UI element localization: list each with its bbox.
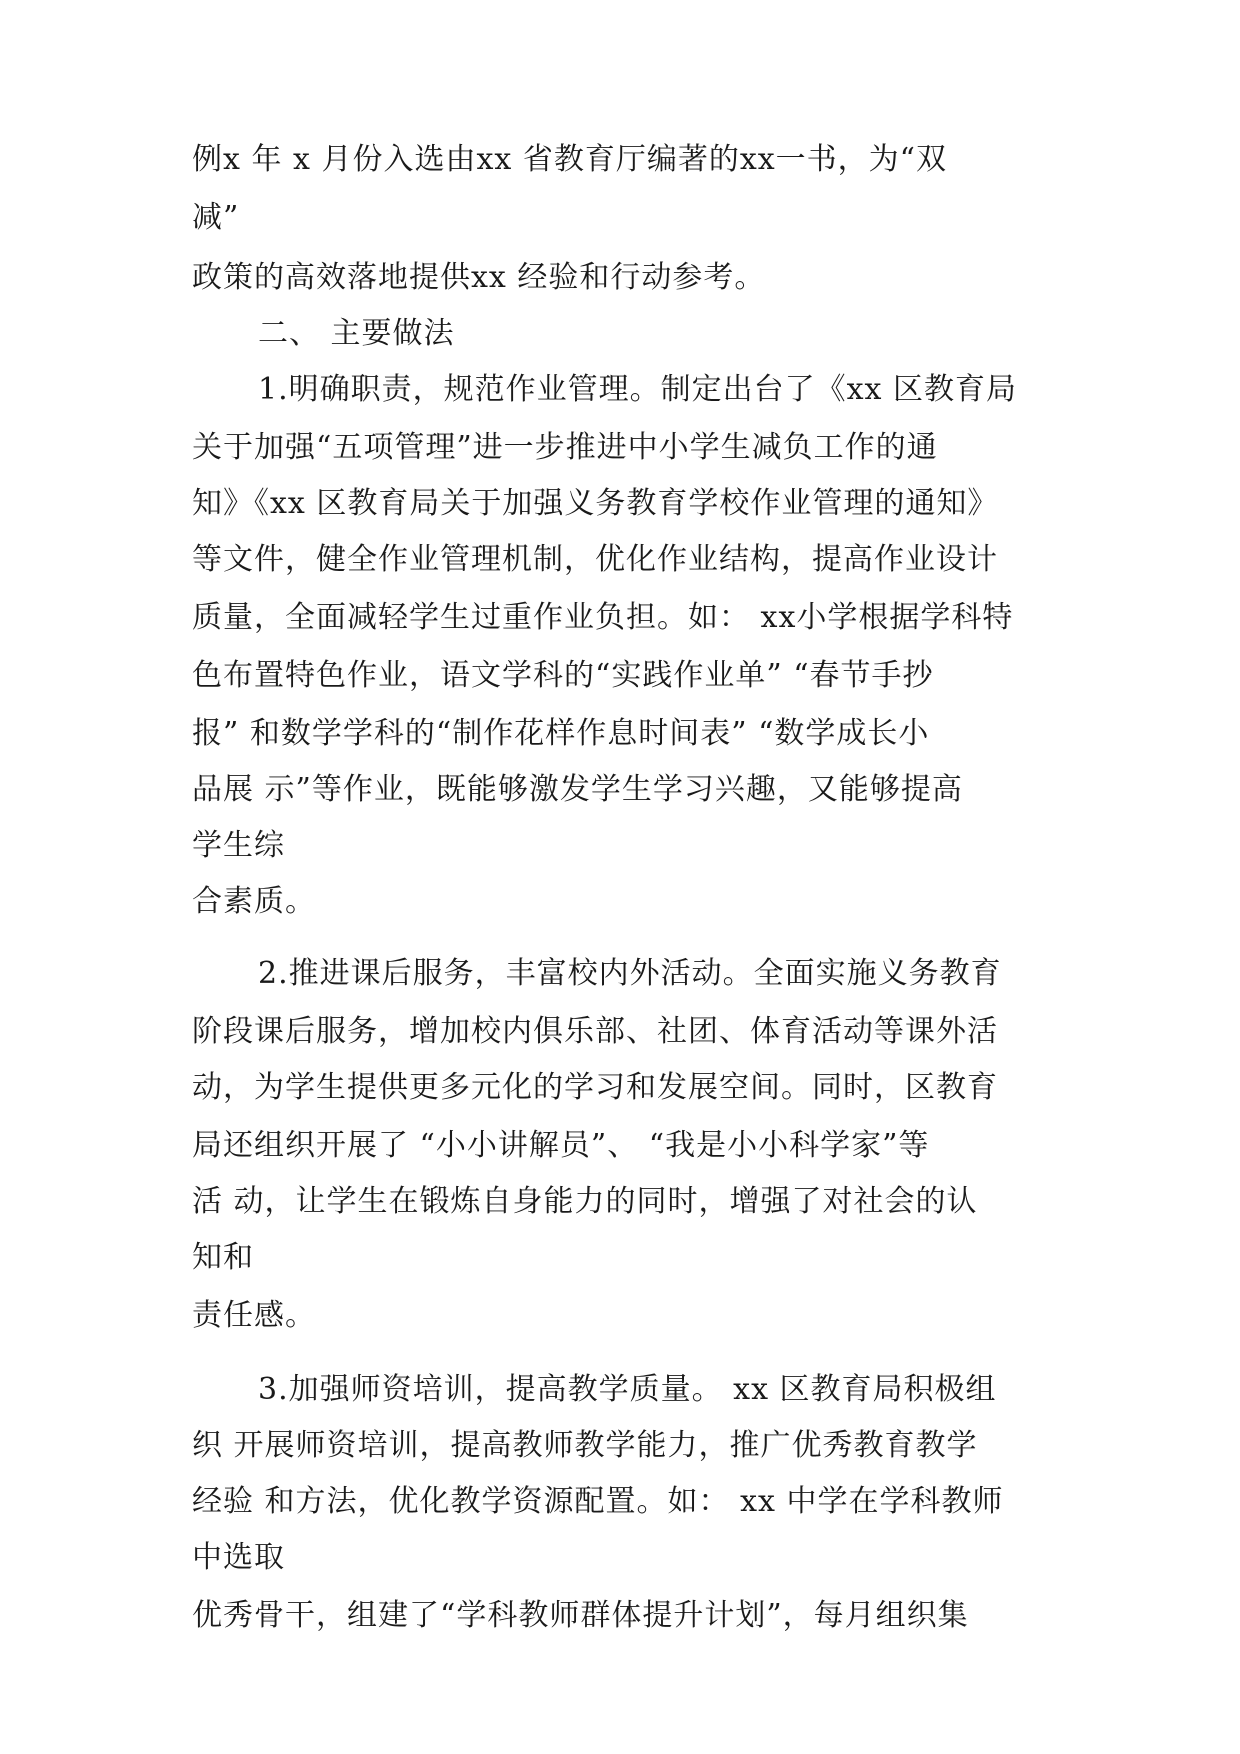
text-line: 动，为学生提供更多元化的学习和发展空间。同时，区教育 [192, 1070, 998, 1105]
text-line: 织 开展师资培训，提高教师教学能力，推广优秀教育教学 [192, 1428, 978, 1463]
text-line: 知》《xx 区教育局关于加强义务教育学校作业管理的通知》 [192, 486, 999, 521]
text-line: 政策的高效落地提供xx 经验和行动参考。 [192, 260, 766, 295]
text-line: 质量，全面减轻学生过重作业负担。如： xx小学根据学科特 [192, 600, 1014, 635]
text-line: 等文件，健全作业管理机制，优化作业结构，提高作业设计 [192, 542, 998, 577]
text-line: 2.推进课后服务，丰富校内外活动。全面实施义务教育 [258, 956, 1002, 991]
text-line: 关于加强“五项管理”进一步推进中小学生减负工作的通 [192, 430, 938, 465]
text-line: 活 动，让学生在锻炼自身能力的同时，增强了对社会的认 [192, 1184, 978, 1219]
text-line: 1.明确职责，规范作业管理。制定出台了《xx 区教育局 [258, 372, 1017, 407]
text-line: 品展 示”等作业，既能够激发学生学习兴趣，又能够提高 [192, 772, 963, 807]
text-line: 例x 年 x 月份入选由xx 省教育厅编著的xx一书，为“双 [192, 142, 947, 177]
text-line: 责任感。 [192, 1298, 316, 1333]
text-line: 中选取 [192, 1540, 285, 1575]
text-line: 学生综 [192, 828, 285, 863]
text-line: 阶段课后服务，增加校内俱乐部、社团、体育活动等课外活 [192, 1014, 998, 1049]
text-line: 局还组织开展了 “小小讲解员”、 “我是小小科学家”等 [192, 1128, 930, 1163]
text-line: 经验 和方法，优化教学资源配置。如： xx 中学在学科教师 [192, 1484, 1004, 1519]
section-heading: 二、 主要做法 [258, 316, 455, 351]
text-line: 色布置特色作业，语文学科的“实践作业单” “春节手抄 [192, 658, 934, 693]
text-line: 优秀骨干，组建了“学科教师群体提升计划”，每月组织集 [192, 1598, 969, 1633]
text-line: 3.加强师资培训，提高教学质量。 xx 区教育局积极组 [258, 1372, 997, 1407]
text-line: 减” [192, 200, 240, 235]
text-line: 知和 [192, 1240, 254, 1275]
text-line: 报” 和数学学科的“制作花样作息时间表” “数学成长小 [192, 716, 930, 751]
text-line: 合素质。 [192, 884, 316, 919]
